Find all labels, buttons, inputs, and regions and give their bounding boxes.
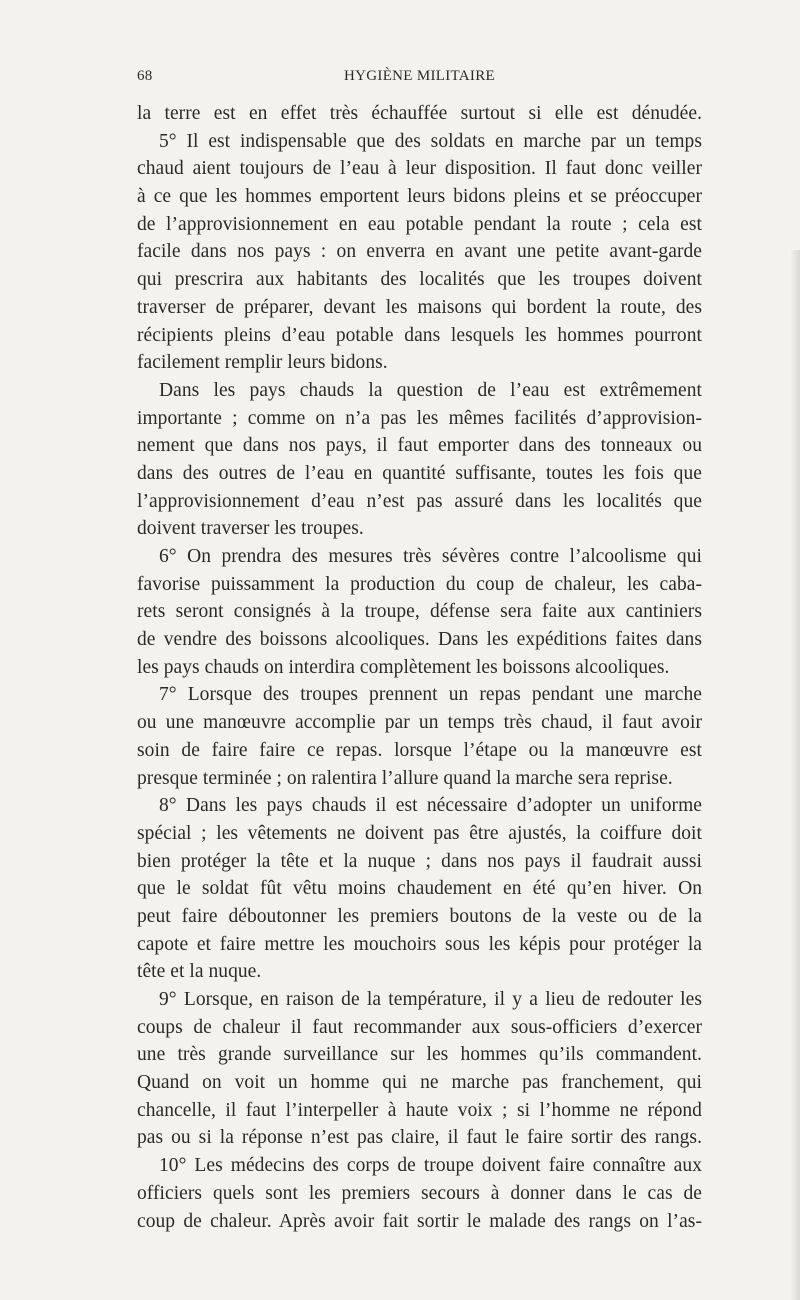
text-line: facilement remplir leurs bidons.: [137, 352, 388, 374]
text-line: ou une manœuvre accomplie par un temps très chaud, il faut avoir: [137, 712, 702, 734]
text-line: pas ou si la réponse n’est pas claire, il faut le faire sortir des rangs.: [137, 1127, 702, 1149]
text-line: tête et la nuque.: [137, 961, 262, 983]
text-line: chancelle, il faut l’interpeller à haute voix ; si l’homme ne répond: [137, 1099, 702, 1121]
text-line: rets seront consignés à la troupe, défense sera faite aux cantiniers: [137, 601, 702, 623]
body-text: [137, 100, 702, 1235]
text-line: Quand on voit un homme qui ne marche pas franchement, qui: [137, 1072, 702, 1094]
text-line: 7° Lorsque des troupes prennent un repas pendant une marche: [159, 684, 702, 706]
text-line: nement que dans nos pays, il faut emporter dans des tonneaux ou: [137, 435, 702, 457]
text-line: spécial ; les vêtements ne doivent pas être ajustés, la coiffure doit: [137, 822, 702, 844]
page-edge-shadow: [790, 250, 800, 1300]
text-line: officiers quels sont les premiers secours à donner dans le cas de: [137, 1182, 702, 1204]
text-line: traverser de préparer, devant les maisons qui bordent la route, des: [137, 296, 702, 318]
text-line: qui prescrira aux habitants des localités que les troupes doivent: [137, 269, 702, 291]
text-line: facile dans nos pays : on enverra en avant une petite avant-garde: [137, 241, 702, 263]
text-line: de vendre des boissons alcooliques. Dans les expéditions faites dans: [137, 629, 702, 651]
text-line: coups de chaleur il faut recommander aux sous-officiers d’exercer: [137, 1016, 702, 1038]
text-line: bien protéger la tête et la nuque ; dans nos pays il faudrait aussi: [137, 850, 702, 872]
text-line: les pays chauds on interdira complètement les boissons alcooliques.: [137, 656, 670, 678]
text-line: doivent traverser les troupes.: [137, 518, 364, 540]
text-line: favorise puissamment la production du coup de chaleur, les caba-: [137, 573, 702, 595]
text-line: 8° Dans les pays chauds il est nécessaire d’adopter un uniforme: [159, 795, 702, 817]
text-line: 6° On prendra des mesures très sévères contre l’alcoolisme qui: [159, 546, 702, 567]
text-line: l’approvisionnement d’eau n’est pas assuré dans les localités que: [137, 490, 702, 512]
text-line: peut faire déboutonner les premiers boutons de la veste ou de la: [137, 905, 702, 927]
text-line: récipients pleins d’eau potable dans lesquels les hommes pourront: [137, 324, 702, 346]
text-line: soin de faire faire ce repas. lorsque l’étape ou la manœuvre est: [137, 739, 702, 761]
text-line: chaud aient toujours de l’eau à leur disposition. Il faut donc veiller: [137, 158, 702, 180]
page-header: [137, 68, 702, 92]
text-line: de l’approvisionnement en eau potable pendant la route ; cela est: [137, 213, 702, 235]
text-line: Dans les pays chauds la question de l’eau est extrêmement: [159, 379, 702, 401]
page-number: 68: [137, 68, 153, 84]
text-line: capote et faire mettre les mouchoirs sous les képis pour protéger la: [137, 933, 702, 955]
text-line: 5° Il est indispensable que des soldats en marche par un temps: [159, 130, 702, 152]
running-head: HYGIÈNE MILITAIRE: [344, 68, 495, 84]
text-line: coup de chaleur. Après avoir fait sortir le malade des rangs on l’as-: [137, 1210, 702, 1232]
text-line: à ce que les hommes emportent leurs bidons pleins et se préoccuper: [137, 186, 702, 208]
text-line: une très grande surveillance sur les hommes qu’ils commandent.: [137, 1044, 702, 1066]
text-line: la terre est en effet très échauffée surtout si elle est dénudée.: [137, 103, 702, 124]
text-line: importante ; comme on n’a pas les mêmes facilités d’approvision-: [137, 407, 702, 429]
text-line: 10° Les médecins des corps de troupe doivent faire connaître aux: [159, 1155, 702, 1177]
text-line: que le soldat fût vêtu moins chaudement en été qu’en hiver. On: [137, 878, 702, 900]
text-line: 9° Lorsque, en raison de la température, il y a lieu de redouter les: [159, 989, 702, 1010]
text-line: dans des outres de l’eau en quantité suffisante, toutes les fois que: [137, 462, 702, 484]
text-line: presque terminée ; on ralentira l’allure quand la marche sera reprise.: [137, 767, 673, 789]
